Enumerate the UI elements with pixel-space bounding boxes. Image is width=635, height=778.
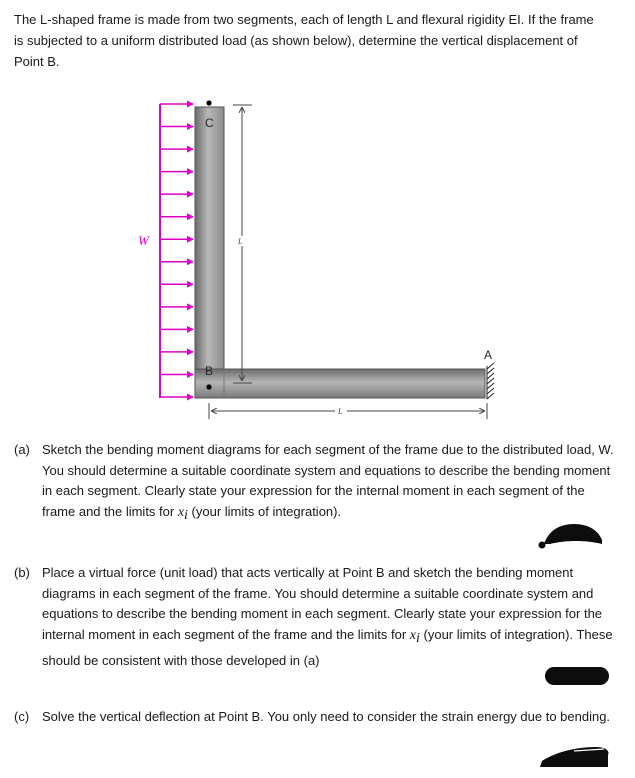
vertical-dimension-label: L xyxy=(238,237,243,246)
problem-line-3: Point B. xyxy=(14,54,60,69)
question-a xyxy=(14,440,619,528)
vertical-dimension xyxy=(233,105,252,383)
question-c xyxy=(14,707,619,728)
redaction-scribble-a xyxy=(536,518,608,550)
problem-line-1: The L-shaped frame is made from two segments, each of length L and flexural rigidity EI. If the frame xyxy=(14,12,594,27)
question-b-text: Place a virtual force (unit load) that acts vertically at Point B and sketch the bending moment diagrams in each segment of the frame. You should determine a suitable coordinate system and equations to describe the bending moment in each segment. Clearly state your expression for the internal moment in each segment of the frame and the limits for $x_i$ (your limits of integration). These should be consistent with those developed in (a) xyxy=(42,565,613,668)
point-c-label: C xyxy=(205,116,214,130)
point-a-label: A xyxy=(484,348,493,362)
horizontal-dimension xyxy=(209,403,487,419)
redaction-scribble-b xyxy=(543,663,611,689)
distributed-load xyxy=(160,104,193,398)
point-b-marker xyxy=(206,384,211,389)
load-label: W xyxy=(138,233,149,248)
fixed-support-a xyxy=(487,363,494,399)
question-b xyxy=(14,563,619,671)
problem-line-2: is subjected to a uniform distributed load (as shown below), determine the vertical displacement of xyxy=(14,33,578,48)
question-a-text: Sketch the bending moment diagrams for each segment of the frame due to the distributed load, W. You should determine a suitable coordinate system and equations to describe the bending moment in each segment. Clearly state your expression for the internal moment in each segment of the frame and the limits for $x_i$ (your limits of integration). xyxy=(42,442,614,524)
load-arrows xyxy=(160,104,193,397)
question-c-label: (c) xyxy=(14,709,30,724)
point-b-label: B xyxy=(205,364,214,378)
vertical-member xyxy=(195,107,224,398)
question-a-label: (a) xyxy=(14,442,30,457)
horizontal-dimension-label: L xyxy=(338,407,343,416)
redaction-scribble-c xyxy=(534,743,612,773)
question-c-text: Solve the vertical deflection at Point B. You only need to consider the strain energy due to bending. xyxy=(42,709,611,724)
question-b-label: (b) xyxy=(14,565,30,580)
point-c-marker xyxy=(206,100,211,105)
